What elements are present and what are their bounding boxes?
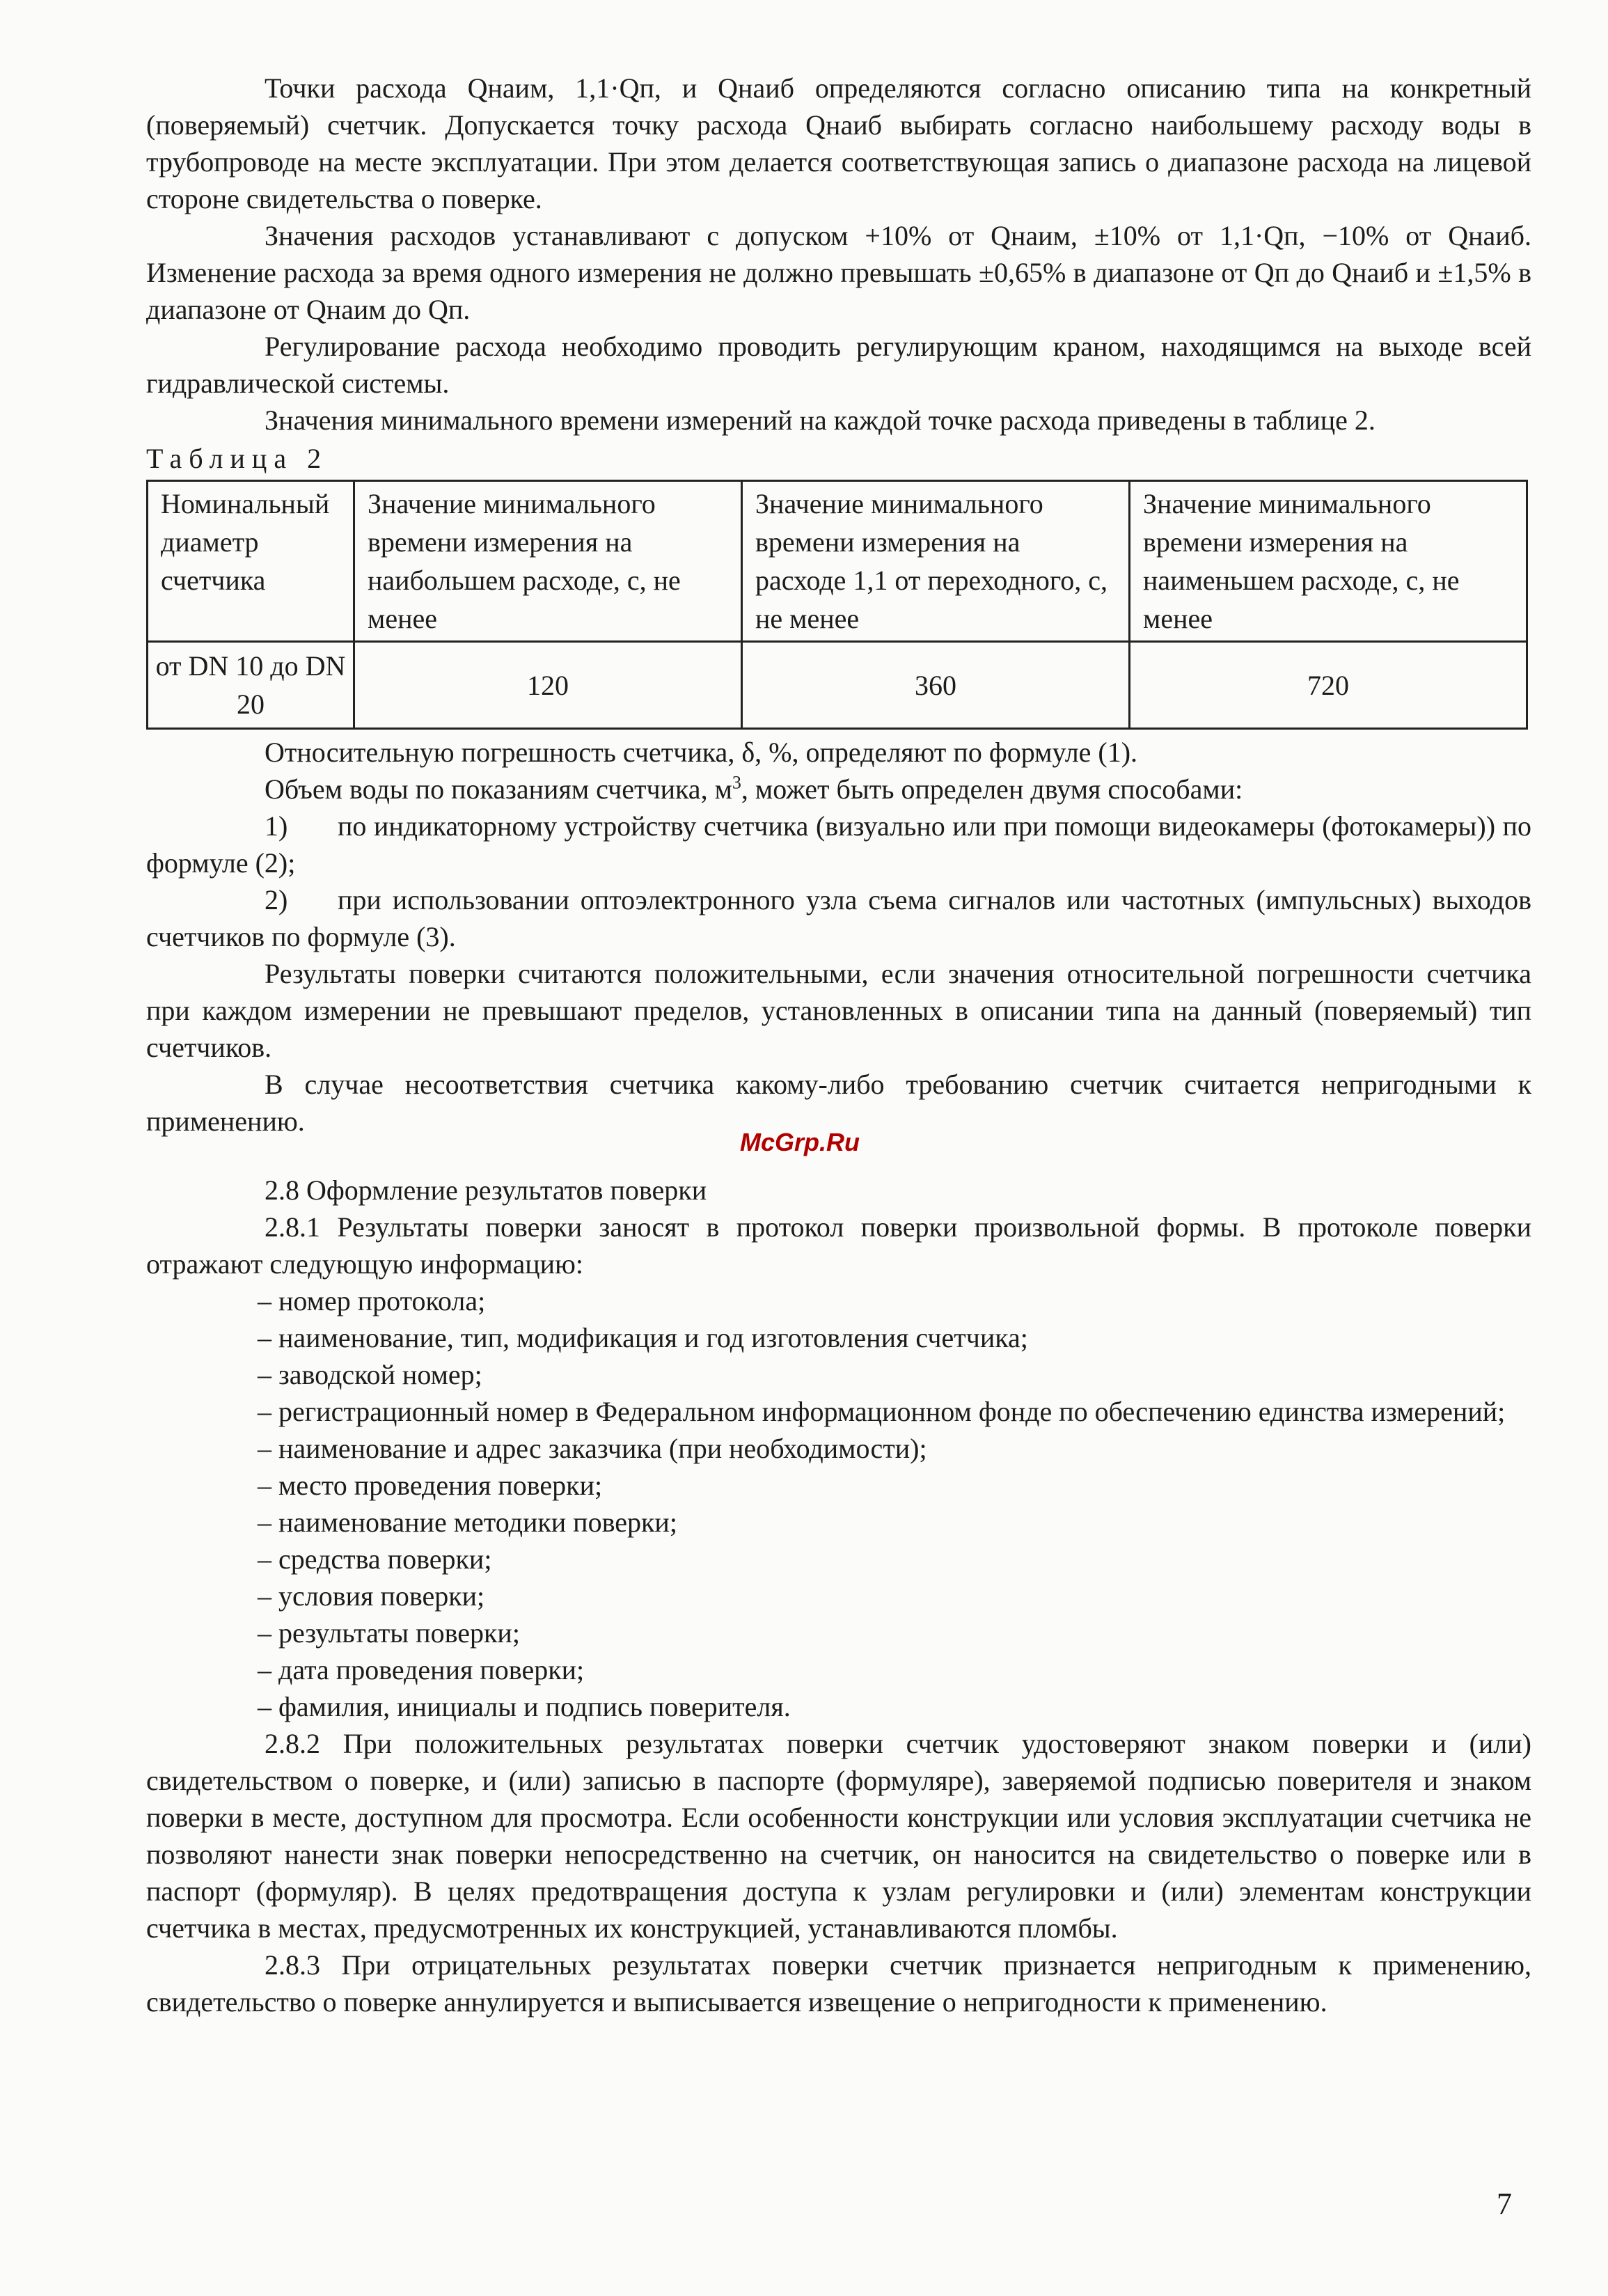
table-header-row (148, 481, 1527, 642)
list-item: – средства поверки; (258, 1543, 492, 1575)
paragraph-results-positive: Результаты поверки считаются положительными, если значения относительной погрешности счетчика при каждом измерении не превышают пределов, установленных в описании типа на данный (поверяемый) тип счетчиков. (146, 958, 1531, 1063)
table-row (148, 642, 1527, 729)
cubic-superscript: 3 (732, 772, 741, 793)
protocol-info-list (146, 1282, 1531, 1725)
list-item: – результаты поверки; (258, 1617, 520, 1649)
header-diameter: Номинальный диаметр счетчика (148, 481, 354, 642)
cell-max-flow-time: 120 (354, 642, 742, 729)
list-item-method-2 (146, 881, 1531, 955)
paragraph-volume-intro (146, 771, 1531, 808)
list-item: – фамилия, инициалы и подпись поверителя. (258, 1691, 791, 1722)
page-number: 7 (1497, 2187, 1512, 2221)
list-item: – наименование методики поверки; (258, 1507, 677, 1538)
header-min-flow: Значение минимального времени измерения на наименьшем расходе, с, не менее (1130, 481, 1527, 642)
volume-intro-text: Объем воды по показаниям счетчика, м (265, 773, 732, 805)
list-item: – наименование и адрес заказчика (при необходимости); (258, 1433, 927, 1464)
list-item: – место проведения поверки; (258, 1470, 603, 1501)
paragraph-error-formula: Относительную погрешность счетчика, δ, %, определяют по формуле (1). (265, 737, 1138, 768)
list-item: – условия поверки; (258, 1580, 485, 1612)
list-item: – дата проведения поверки; (258, 1654, 585, 1685)
header-transitional-flow: Значение минимального времени измерения на расходе 1,1 от переходного, с, не менее (742, 481, 1130, 642)
header-max-flow: Значение минимального времени измерения на наибольшем расходе, с, не менее (354, 481, 742, 642)
list-item: – номер протокола; (258, 1285, 486, 1316)
list-item: – наименование, тип, модификация и год изготовления счетчика; (258, 1322, 1028, 1353)
min-time-table (146, 480, 1528, 730)
section-heading: 2.8 Оформление результатов поверки (265, 1174, 707, 1206)
list-item: – заводской номер; (258, 1359, 482, 1390)
paragraph-flow-points: Точки расхода Qнаим, 1,1·Qп, и Qнаиб определяются согласно описанию типа на конкретный (поверяемый) счетчик. Допускается точку расхода Qнаиб выбирать согласно наибольшему расходу воды в трубопроводе на месте эксплуатации. При этом делается соответствующая запись о диапазоне расхода на лицевой стороне свидетельства о поверке. (146, 72, 1531, 214)
cell-min-flow-time: 720 (1130, 642, 1527, 729)
document-page (146, 70, 1531, 2020)
list-number: 2) (265, 884, 288, 915)
table-caption: Таблица 2 (146, 443, 329, 474)
paragraph-min-time: Значения минимального времени измерений на каждой точке расхода приведены в таблице 2. (265, 404, 1376, 436)
paragraph-flow-tolerance: Значения расходов устанавливают с допуском +10% от Qнаим, ±10% от 1,1·Qп, −10% от Qнаиб. Изменение расхода за время одного измерения не должно превышать ±0,65% в диапазоне от Qп до Qнаиб и ±1,5% в диапазоне от Qнаим до Qп. (146, 220, 1532, 325)
paragraph-nonconformity: В случае несоответствия счетчика какому-либо требованию счетчик считается непригодными к применению. (146, 1069, 1531, 1137)
paragraph-flow-regulation: Регулирование расхода необходимо проводить регулирующим краном, находящимся на выходе всей гидравлической системы. (146, 331, 1531, 399)
list-number: 1) (265, 810, 288, 842)
cell-transitional-time: 360 (742, 642, 1130, 729)
cell-diameter: от DN 10 до DN 20 (148, 642, 354, 729)
list-item-method-1 (146, 808, 1531, 881)
paragraph-2-8-2: 2.8.2 При положительных результатах поверки счетчик удостоверяют знаком поверки и (или) свидетельством о поверке, и (или) записью в паспорте (формуляре), заверяемой подписью поверителя и знаком поверки в месте, доступном для просмотра. Если особенности конструкции или условия эксплуатации счетчика не позволяют нанести знак поверки непосредственно на счетчик, он наносится на свидетельство о поверке или в паспорт (формуляр). В целях предотвращения доступа к узлам регулировки и (или) элементам конструкции счетчика в местах, предусмотренных их конструкцией, устанавливаются пломбы. (146, 1728, 1531, 1944)
watermark-text: McGrp.Ru (740, 1128, 860, 1156)
paragraph-2-8-3: 2.8.3 При отрицательных результатах поверки счетчик признается непригодным к применению, свидетельство о поверке аннулируется и выписывается извещение о непригодности к применению. (146, 1949, 1531, 2018)
list-text: при использовании оптоэлектронного узла съема сигналов или частотных (импульсных) выходов счетчиков по формуле (3). (146, 884, 1531, 952)
list-text: по индикаторному устройству счетчика (визуально или при помощи видеокамеры (фотокамеры)) по формуле (2); (146, 810, 1531, 879)
list-item: – регистрационный номер в Федеральном информационном фонде по обеспечению единства измерений; (258, 1396, 1506, 1427)
paragraph-2-8-1: 2.8.1 Результаты поверки заносят в протокол поверки произвольной формы. В протоколе поверки отражают следующую информацию: (146, 1211, 1531, 1280)
volume-intro-text-end: , может быть определен двумя способами: (741, 773, 1243, 805)
